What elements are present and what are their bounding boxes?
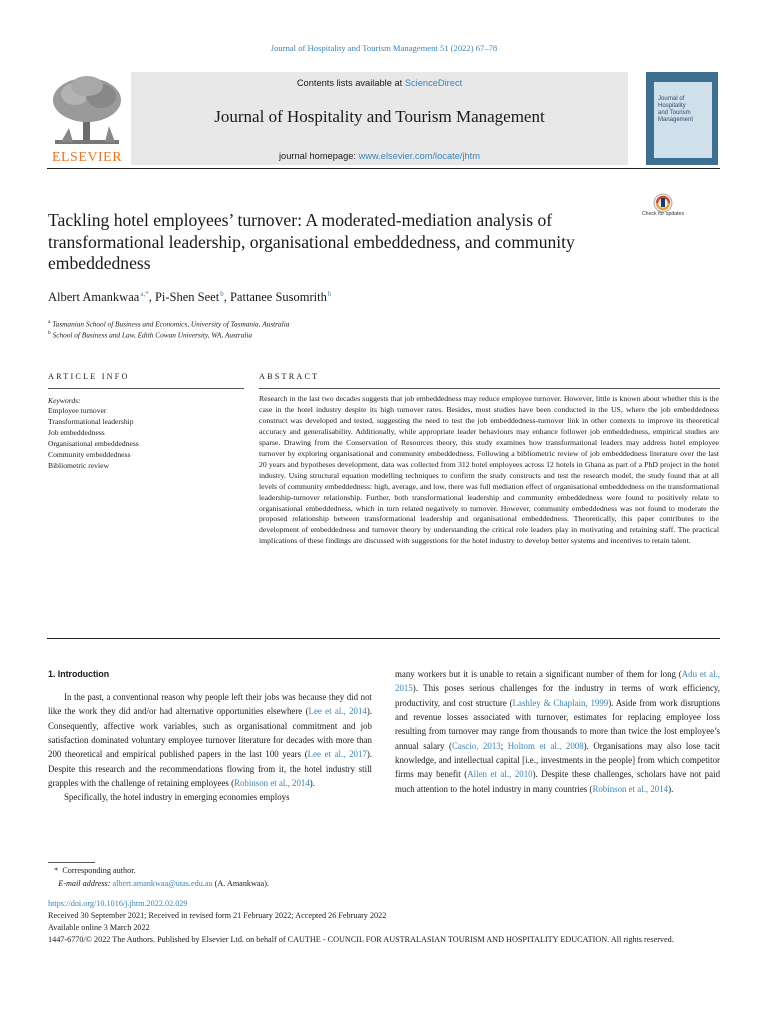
- author-affil-sup[interactable]: a,*: [140, 290, 149, 298]
- citation-link[interactable]: Cascio, 2013: [451, 740, 501, 751]
- intro-right-column: [395, 667, 720, 796]
- citation-link[interactable]: Adu et al., 2015: [395, 669, 720, 694]
- keyword: Organisational embeddedness: [48, 439, 139, 448]
- abstract-rule: [259, 388, 720, 389]
- keyword: Job embeddedness: [48, 428, 105, 437]
- affiliation: $^b$ School of Business and Law, Edith Cowan University, WA, Australia: [48, 330, 253, 340]
- footnote-rule: [48, 862, 95, 863]
- available-online: Available online 3 March 2022: [48, 923, 150, 932]
- header-rule: [47, 168, 720, 169]
- author-affil-sup[interactable]: b: [327, 290, 332, 298]
- citation-link[interactable]: Lashley & Chaplain, 1999: [512, 697, 609, 708]
- intro-paragraph: many workers but it is unable to retain a significant number of them for long (Adu et al., 2015). This poses serious challenges for the industry in terms of work efficiency, productivity, and cost structure (Lashley & Chaplain, 1999). Aside from work disruptions and revenue losses associated with turnover, estimates for replacing employee loss resulting from turnover may range from thousands to more than twice the lost employee’s annual salary (Cascio, 2013; Holtom et al., 2008). Organisations may also lose tacit knowledge, and intellectual capital [i.e., investments in the people] from which competitor firms may benefit (Allen et al., 2010). Despite these challenges, scholars have not paid much attention to the hotel industry in many countries (Robinson et al., 2014).: [395, 669, 721, 794]
- citation-link[interactable]: Robinson et al., 2014: [592, 783, 669, 794]
- email-note: E-mail address: albert.amankwaa@utas.edu.au (A. Amankwaa).: [58, 879, 269, 888]
- affiliation: $^a$ Tasmanian School of Business and Economics, University of Tasmania, Australia: [48, 319, 290, 329]
- author-name[interactable]: Albert Amankwaa: [48, 290, 140, 305]
- intro-paragraph: Specifically, the hotel industry in emerging economies employs: [64, 792, 290, 803]
- doi-link[interactable]: https://doi.org/10.1016/j.jhtm.2022.02.029: [48, 899, 188, 908]
- abstract-heading: ABSTRACT: [259, 372, 320, 381]
- article-title: Tackling hotel employees’ turnover: A moderated-mediation analysis of transformational leadership, organisational embeddedness, and community embeddedness: [48, 210, 575, 273]
- author-name[interactable]: Pattanee Susomrith: [229, 290, 327, 305]
- keyword: Employee turnover: [48, 406, 107, 415]
- article-info-rule: [48, 388, 244, 389]
- sciencedirect-link[interactable]: ScienceDirect: [404, 78, 463, 88]
- journal-title: Journal of Hospitality and Tourism Management: [214, 107, 545, 126]
- journal-homepage: [131, 151, 628, 161]
- author-affil-sup[interactable]: b: [220, 290, 224, 298]
- article-info-heading: ARTICLE INFO: [48, 372, 130, 381]
- author-email-link[interactable]: albert.amankwaa@utas.edu.au: [112, 879, 213, 888]
- intro-left-column: [48, 690, 372, 805]
- citation-link[interactable]: Allen et al., 2010: [467, 769, 533, 780]
- author-name[interactable]: Pi-Shen Seet: [154, 290, 220, 305]
- intro-paragraph: In the past, a conventional reason why people left their jobs was because they did not like the work they did and/or had alternative opportunities elsewhere (Lee et al., 2014). Consequently, affective work variables, such as organisational commitment and job satisfaction dominated voluntary employee turnover literature for decades with more than 200 theoretical and empirical published papers in the last 100 years (Lee et al., 2017). Despite this research and the recommendations flowing from it, the hotel industry still grapples with the challenge of retaining employees (Robinson et al., 2014).: [48, 692, 373, 789]
- journal-citation-link[interactable]: Journal of Hospitality and Tourism Management 51 (2022) 67–78: [270, 43, 498, 53]
- elsevier-wordmark: ELSEVIER: [51, 150, 123, 165]
- check-for-updates-label[interactable]: Check for updates: [641, 211, 685, 217]
- cover-title: Journal of Hospitality and Tourism Management: [658, 96, 694, 123]
- homepage-link[interactable]: www.elsevier.com/locate/jhtm: [358, 151, 481, 161]
- abstract-text: Research in the last two decades suggests that job embeddedness may reduce employee turnover. However, little is known about whether this is the case in the hotel industry despite its high turnover rates. Besides, most studies have been conducted in the US, where the job embeddedness construct was developed and tested, suggesting the need to test the job embeddedness-turnover link in other contexts to improve its theoretical accuracy and generalisability. Additionally, while appropriate leader behaviours may enhance follower job embeddedness, empirical studies are sparse. Drawing from the Conservation of Resources theory, this study examines how transformational leaders may address hotel employee turnover by exploring organisational and community embeddedness. Following a bibliometric review of job embeddedness literature over the last 20 years and hypotheses development, data was collected from 312 hotel employees across 12 hotels in Ghana as part of a PhD project in the hotel industry. Using structural equation modelling techniques to confirm the study constructs and test the research model, the study found that at all levels of community embeddedness: high, average, and low, there was full mediation effect of organisational embeddedness on the transformational leadership-turnover relationship. Further, both transformational leadership and community embeddedness were found to positively relate to organisational embeddedness, which in turn related negatively to turnover. However, community embeddedness was not found to moderate the proposed relationship between transformational leadership and organisational embeddedness. Theoretically, this paper contributes to the development of embeddedness and turnover theory by understanding the critical role leaders play in motivating and retaining staff. The practical implications of these findings are discussed with suggestions for the hotel industry to develop better systems and incentives to retain talent.: [259, 394, 719, 546]
- section-heading-introduction: 1. Introduction: [48, 669, 110, 679]
- keyword: Bibliometric review: [48, 461, 109, 470]
- abstract-bottom-rule: [47, 638, 720, 639]
- corresponding-author-note: * Corresponding author.: [54, 866, 136, 875]
- citation-link[interactable]: Lee et al., 2017: [307, 749, 367, 760]
- citation-link[interactable]: Lee et al., 2014: [308, 706, 367, 717]
- contents-availability: [131, 78, 628, 88]
- keyword: Community embeddedness: [48, 450, 131, 459]
- keywords-label: Keywords:: [48, 396, 81, 405]
- copyright-notice: 1447-6770/© 2022 The Authors. Published by Elsevier Ltd. on behalf of CAUTHE - COUNCIL FOR AUSTRALASIAN TOURISM AND HOSPITALITY EDUCATION. All rights reserved.: [48, 935, 674, 944]
- citation-link[interactable]: Robinson et al., 2014: [234, 778, 310, 789]
- homepage-prefix: journal homepage:: [278, 151, 359, 161]
- contents-prefix: Contents lists available at: [296, 78, 405, 88]
- keyword: Transformational leadership: [48, 417, 134, 426]
- author-list: Albert Amankwaa $^{a,*}$, Pi-Shen Seet $^b$, Pattanee Susomrith $^b$: [48, 290, 332, 305]
- received-dates: Received 30 September 2021; Received in revised form 21 February 2022; Accepted 26 February 2022: [48, 911, 387, 920]
- journal-cover-thumbnail: [646, 72, 718, 165]
- citation-link[interactable]: Holtom et al., 2008: [507, 740, 584, 751]
